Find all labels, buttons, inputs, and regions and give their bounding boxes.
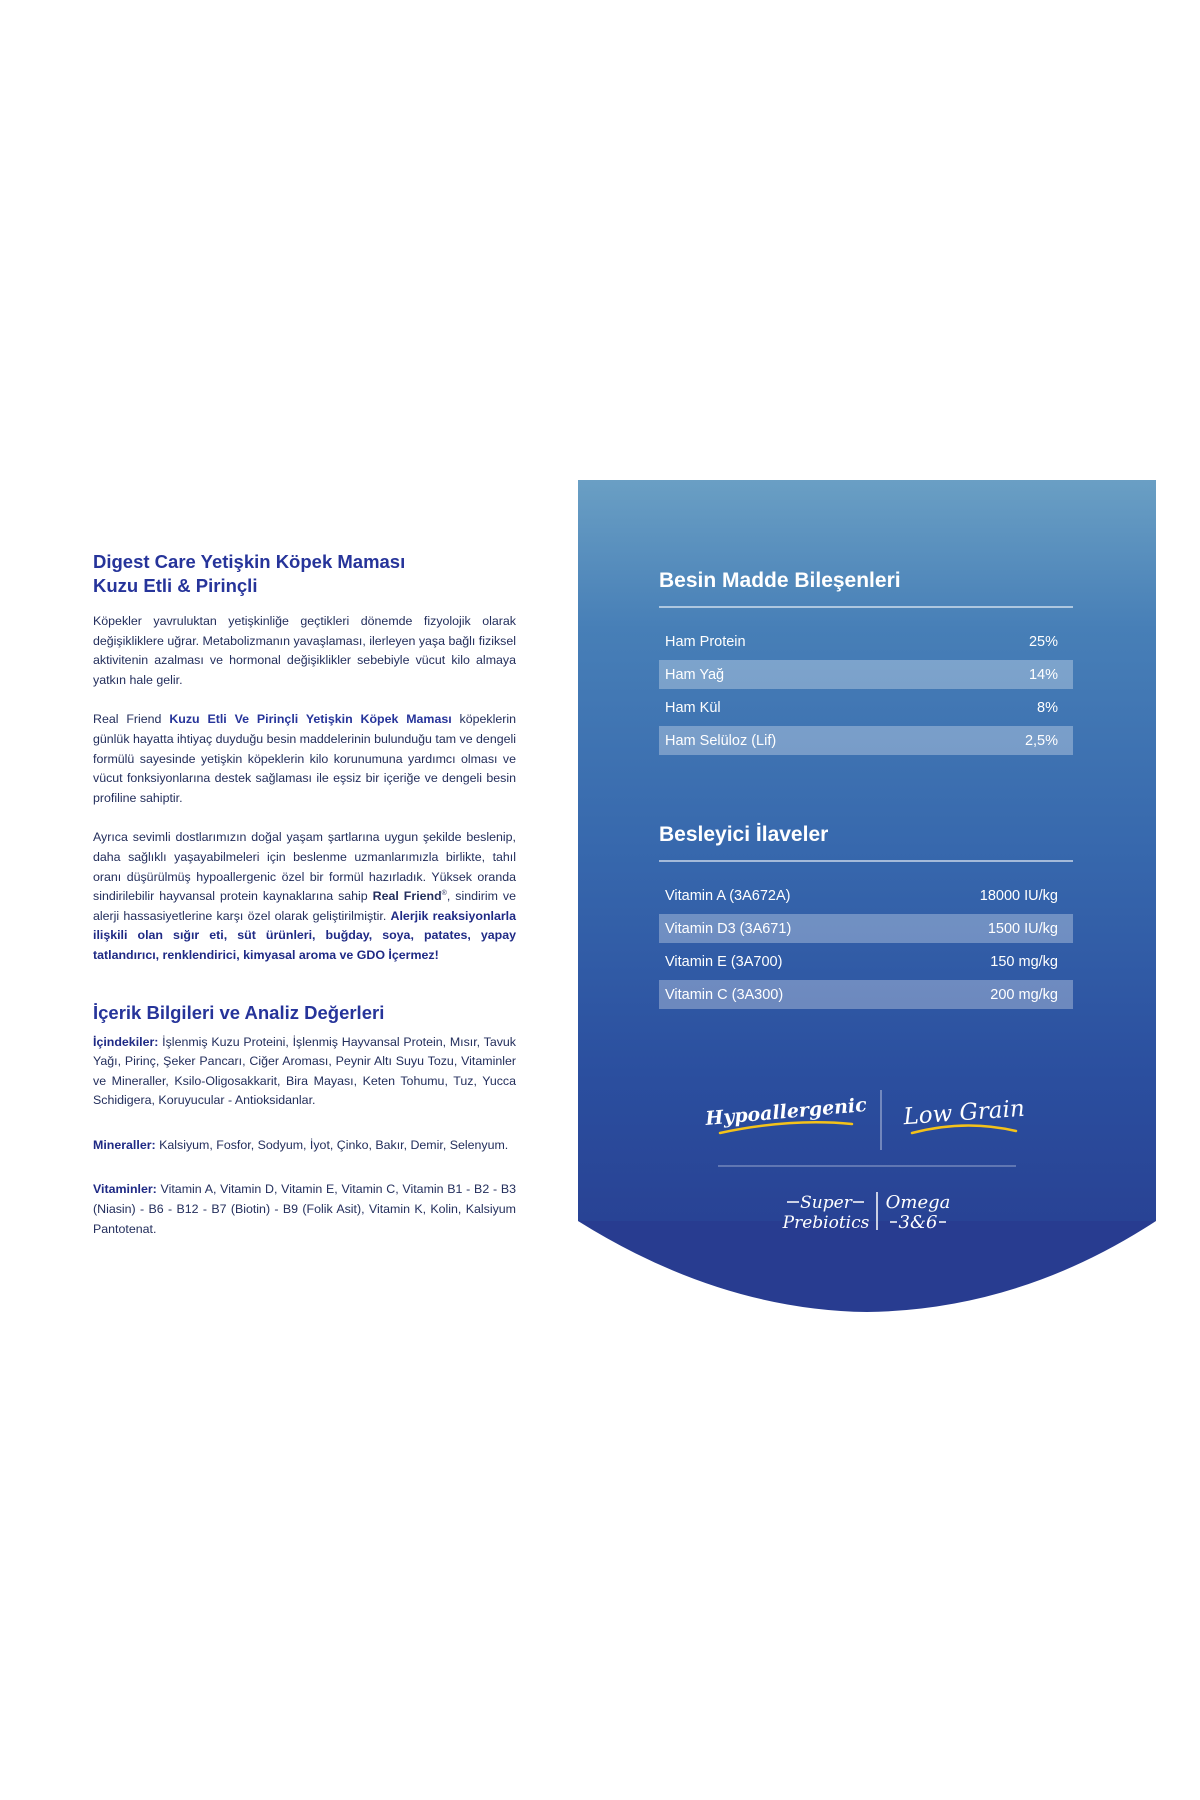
additive-label: Vitamin D3 (3A671) [665,920,792,937]
additive-value: 150 mg/kg [990,953,1058,970]
nutrient-value: 2,5% [1024,732,1058,749]
ingredients-text: İşlenmiş Kuzu Proteini, İşlenmiş Hayvansal Protein, Mısır, Tavuk Yağı, Pirinç, Şeker Pancarı, Ciğer Aroması, Peynir Altı Suyu Tozu, Vitaminler ve Mineraller, Ksilo-Oligosakkarit, Bira Mayası, Keten Tohumu, Tuz, Yucca Schidigera, Koruyucular - Antioksidanlar. [93,1034,516,1108]
additive-value: 200 mg/kg [990,986,1058,1003]
additives-heading: Besleyici İlaveler [659,822,1073,862]
nutrient-value: 8% [1037,699,1058,716]
low-grain-badge [902,1096,1026,1133]
hypoallergenic-badge [703,1094,867,1133]
product-title-line1: Digest Care Yetişkin Köpek Maması [93,551,406,572]
intro-p2-product: Kuzu Etli Ve Pirinçli Yetişkin Köpek Maması [169,712,452,727]
omega-value: 3&6 [898,1212,938,1233]
intro-p2-lead: Real Friend [93,712,170,727]
ingredients-label: İçindekiler: [93,1034,159,1049]
ingredients-heading: İçerik Bilgileri ve Analiz Değerleri [93,1001,385,1023]
intro-paragraph-1: Köpekler yavruluktan yetişkinliğe geçtikleri dönemde fizyolojik olarak değişikliklere uğrar. Metabolizmanın yavaşlaması, ilerleyen yaşa bağlı fiziksel aktivitenin azalması ve hormonal değişiklikler sebebiyle vücut kilo almaya yatkın hale gelir. [93,614,516,687]
nutrients-heading: Besin Madde Bileşenleri [659,568,1073,608]
nutrient-label: Ham Yağ [665,666,725,683]
nutrient-label: Ham Selüloz (Lif) [665,732,777,749]
registered-mark: ® [441,890,447,897]
nutrient-label: Ham Protein [665,633,746,650]
omega-label: Omega [885,1192,951,1213]
intro-p3-bold: Alerjik reaksiyonlarla ilişkili olan sığır eti, süt ürünleri, buğday, soya, patates, yapay tatlandırıcı, renklendirici, kimyasal aroma ve GDO İçermez! [93,908,517,962]
vitamins-label: Vitaminler: [93,1182,157,1197]
nutrient-label: Ham Kül [665,699,721,716]
low-grain-label: Low Grain [902,1095,1026,1131]
super-label: Super [800,1193,852,1213]
nutrient-value: 25% [1028,633,1058,650]
additive-label: Vitamin E (3A700) [665,953,783,970]
additive-label: Vitamin A (3A672A) [665,887,791,904]
product-title-line2: Kuzu Etli & Pirinçli [93,575,258,596]
additive-value: 1500 IU/kg [987,920,1058,937]
intro-p3-brand: Real Friend [372,889,442,904]
additive-value: 18000 IU/kg [979,887,1058,904]
prebiotics-label: Prebiotics [782,1213,870,1233]
minerals-text: Kalsiyum, Fosfor, Sodyum, İyot, Çinko, Bakır, Demir, Selenyum. [155,1137,509,1152]
hypoallergenic-label: Hypoallergenic [704,1093,868,1131]
minerals-label: Mineraller: [93,1137,156,1152]
vitamins-text: Vitamin A, Vitamin D, Vitamin E, Vitamin C, Vitamin B1 - B2 - B3 (Niasin) - B6 - B12 - B7 (Biotin) - B9 (Folik Asit), Vitamin K, Kolin, Kalsiyum Pantotenat. [93,1182,516,1236]
intro-p2-rest: köpeklerin günlük hayatta ihtiyaç duyduğu besin maddelerinin bulunduğu tam ve dengeli formülü sayesinde yetişkin köpeklerin kilo korunumuna yardımcı olması ve vücut fonksiyonlarına destek sağlaması ile eşsiz bir içeriğe ve dengeli besin profiline sahiptir. [93,712,516,805]
intro-p3-start: Ayrıca sevimli dostlarımızın doğal yaşam şartlarına uygun şekilde beslenip, daha sağlıklı yaşayabilmeleri için beslenme uzmanlarımızla birlikte, tahıl oranı düşürülmüş hypoallergenic özel bir formül hazırladık. Yüksek oranda sindirilebilir hayvansal protein kaynaklarına sahip [93,830,516,904]
intro-p3-mid: , sindirim ve alerji hassasiyetlerine karşı özel olarak geliştirilmiştir. [93,889,516,923]
additive-label: Vitamin C (3A300) [665,986,784,1003]
nutrient-value: 14% [1028,666,1058,683]
super-prebiotics-badge [782,1193,870,1233]
